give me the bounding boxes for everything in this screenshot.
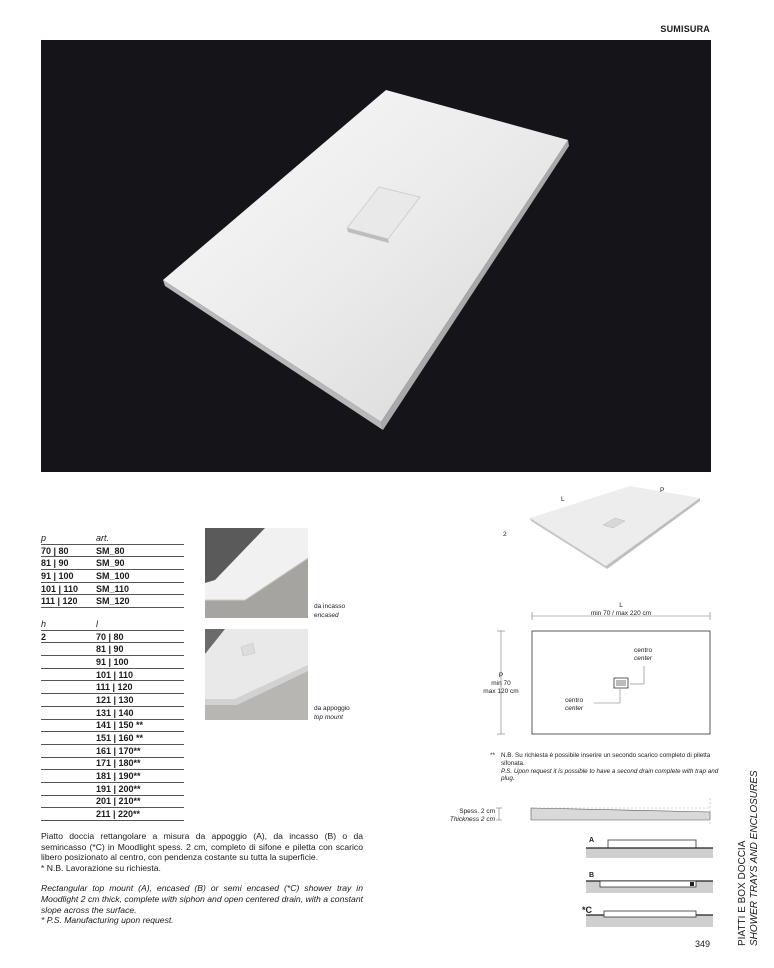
cell-p: 81 | 90	[41, 558, 69, 569]
thickness-label	[447, 808, 495, 824]
dim-P-title: P	[498, 672, 504, 679]
description-en: Rectangular top mount (A), encased (B) or semi encased (*C) shower tray in Moodlight 2 cm thick, complete with siphon and open centered drain, with a constant slope across the surface.	[41, 883, 363, 915]
cell-art: SM_80	[96, 545, 125, 556]
encased-caption	[314, 603, 345, 620]
table-row	[41, 783, 184, 796]
hero-image	[41, 40, 711, 472]
table-row	[41, 796, 184, 809]
dim-P-max: max 120 cm	[483, 688, 519, 696]
table-row	[41, 694, 184, 707]
cell-art: SM_110	[96, 583, 130, 594]
cell-l: 131 | 140	[96, 707, 134, 718]
caption-it: da incasso	[314, 603, 346, 610]
description	[41, 831, 363, 926]
table-row	[41, 656, 184, 669]
table-row	[41, 631, 184, 644]
section-c-label: *C	[582, 905, 593, 915]
cell-l: 181 | 190**	[96, 771, 141, 782]
shower-tray-render	[41, 40, 711, 472]
table-row	[41, 745, 184, 758]
dimension-P	[474, 672, 528, 697]
topmount-photo	[205, 629, 308, 720]
cell-l: 141 | 150 **	[96, 720, 144, 731]
section-b-diagram	[586, 873, 713, 893]
label-L: L	[561, 496, 565, 503]
table-row	[41, 720, 184, 733]
cell-l: 211 | 220**	[96, 809, 141, 820]
thickness-profile	[495, 798, 713, 828]
table-header	[41, 618, 184, 631]
side-en: SHOWER TRAYS AND ENCLOSURES	[749, 770, 760, 946]
centro-en: center	[565, 705, 584, 713]
dim-L-title: L	[619, 602, 623, 609]
thickness-it: Spess. 2 cm	[459, 808, 495, 815]
table-row	[41, 669, 184, 682]
header-art: art.	[96, 532, 110, 543]
header-l: l	[96, 618, 98, 629]
size-table	[41, 532, 184, 608]
cell-l: 151 | 160 **	[96, 733, 144, 744]
note-star: **	[490, 752, 495, 759]
cell-l: 201 | 210**	[96, 796, 141, 807]
table-row	[41, 583, 184, 596]
cell-art: SM_120	[96, 596, 130, 607]
cell-l: 171 | 180**	[96, 758, 141, 769]
topmount-caption	[314, 705, 350, 722]
section-a-diagram	[586, 838, 713, 858]
label-2: 2	[503, 531, 507, 538]
dimension-L	[584, 602, 658, 618]
thickness-en: Thickness 2 cm	[449, 816, 495, 824]
label-P: P	[660, 487, 665, 494]
cell-l: 161 | 170**	[96, 745, 141, 756]
table-row	[41, 770, 184, 783]
note-it: N.B. Su richiesta è possibile inserire un secondo scarico completo di piletta sifonata.	[501, 752, 711, 767]
cell-art: SM_90	[96, 558, 125, 569]
table-header	[41, 532, 184, 545]
cell-p: 111 | 120	[41, 596, 78, 607]
drain-note	[490, 752, 720, 783]
caption-en: encased	[314, 611, 339, 619]
table-row	[41, 808, 184, 821]
table-row	[41, 545, 184, 558]
header-p: p	[41, 532, 47, 543]
table-row	[41, 681, 184, 694]
description-en-note: * P.S. Manufacturing upon request.	[41, 915, 174, 926]
note-en: P.S. Upon request it is possible to have a second drain complete with trap and plug.	[501, 767, 719, 783]
cell-l: 70 | 80	[96, 631, 124, 642]
cell-l: 81 | 90	[96, 644, 124, 655]
description-it: Piatto doccia rettangolare a misura da appoggio (A), da incasso (B) o da semincasso (*C) in Moodlight spess. 2 cm, completo di sifone e piletta con scarico libero posizionato al centro, con pendenza costante su tutta la superficie.	[41, 831, 363, 863]
cell-art: SM_100	[96, 570, 130, 581]
cell-l: 111 | 120	[96, 682, 133, 693]
cell-l: 101 | 110	[96, 669, 134, 680]
header-h: h	[41, 618, 47, 629]
section-b-label: B	[589, 872, 595, 879]
table-row	[41, 707, 184, 720]
section-a-label: A	[589, 837, 595, 844]
page-number: 349	[694, 939, 710, 949]
dim-P-min: min 70	[491, 680, 511, 688]
section-label: SUMISURA	[660, 24, 710, 34]
tray-illustration	[520, 480, 720, 580]
table-row	[41, 758, 184, 771]
table-row	[41, 570, 184, 583]
cell-l: 121 | 130	[96, 694, 134, 705]
cell-p: 91 | 100	[41, 570, 74, 581]
cell-p: 101 | 110	[41, 583, 79, 594]
table-row	[41, 732, 184, 745]
dim-L-range: min 70 / max 220 cm	[590, 610, 652, 618]
centro-en: center	[634, 655, 653, 663]
section-c-diagram	[586, 907, 713, 927]
description-it-note: * N.B. Lavorazione su richiesta.	[41, 862, 161, 873]
plan-diagram	[470, 600, 720, 740]
centro-it: centro	[634, 647, 653, 654]
side-it: PIATTI E BOX DOCCIA	[737, 840, 748, 946]
length-table	[41, 618, 184, 821]
table-row	[41, 557, 184, 570]
centro-label-1	[634, 647, 652, 663]
cell-h: 2	[41, 631, 47, 642]
encased-photo	[205, 528, 308, 618]
caption-it: da appoggio	[314, 705, 350, 712]
cell-l: 191 | 200**	[96, 783, 141, 794]
side-caption	[737, 746, 771, 946]
table-row	[41, 595, 184, 608]
caption-en: top mount	[314, 713, 343, 721]
centro-it: centro	[565, 697, 584, 704]
centro-label-2	[565, 697, 583, 713]
table-row	[41, 643, 184, 656]
cell-p: 70 | 80	[41, 545, 69, 556]
cell-l: 91 | 100	[96, 656, 129, 667]
